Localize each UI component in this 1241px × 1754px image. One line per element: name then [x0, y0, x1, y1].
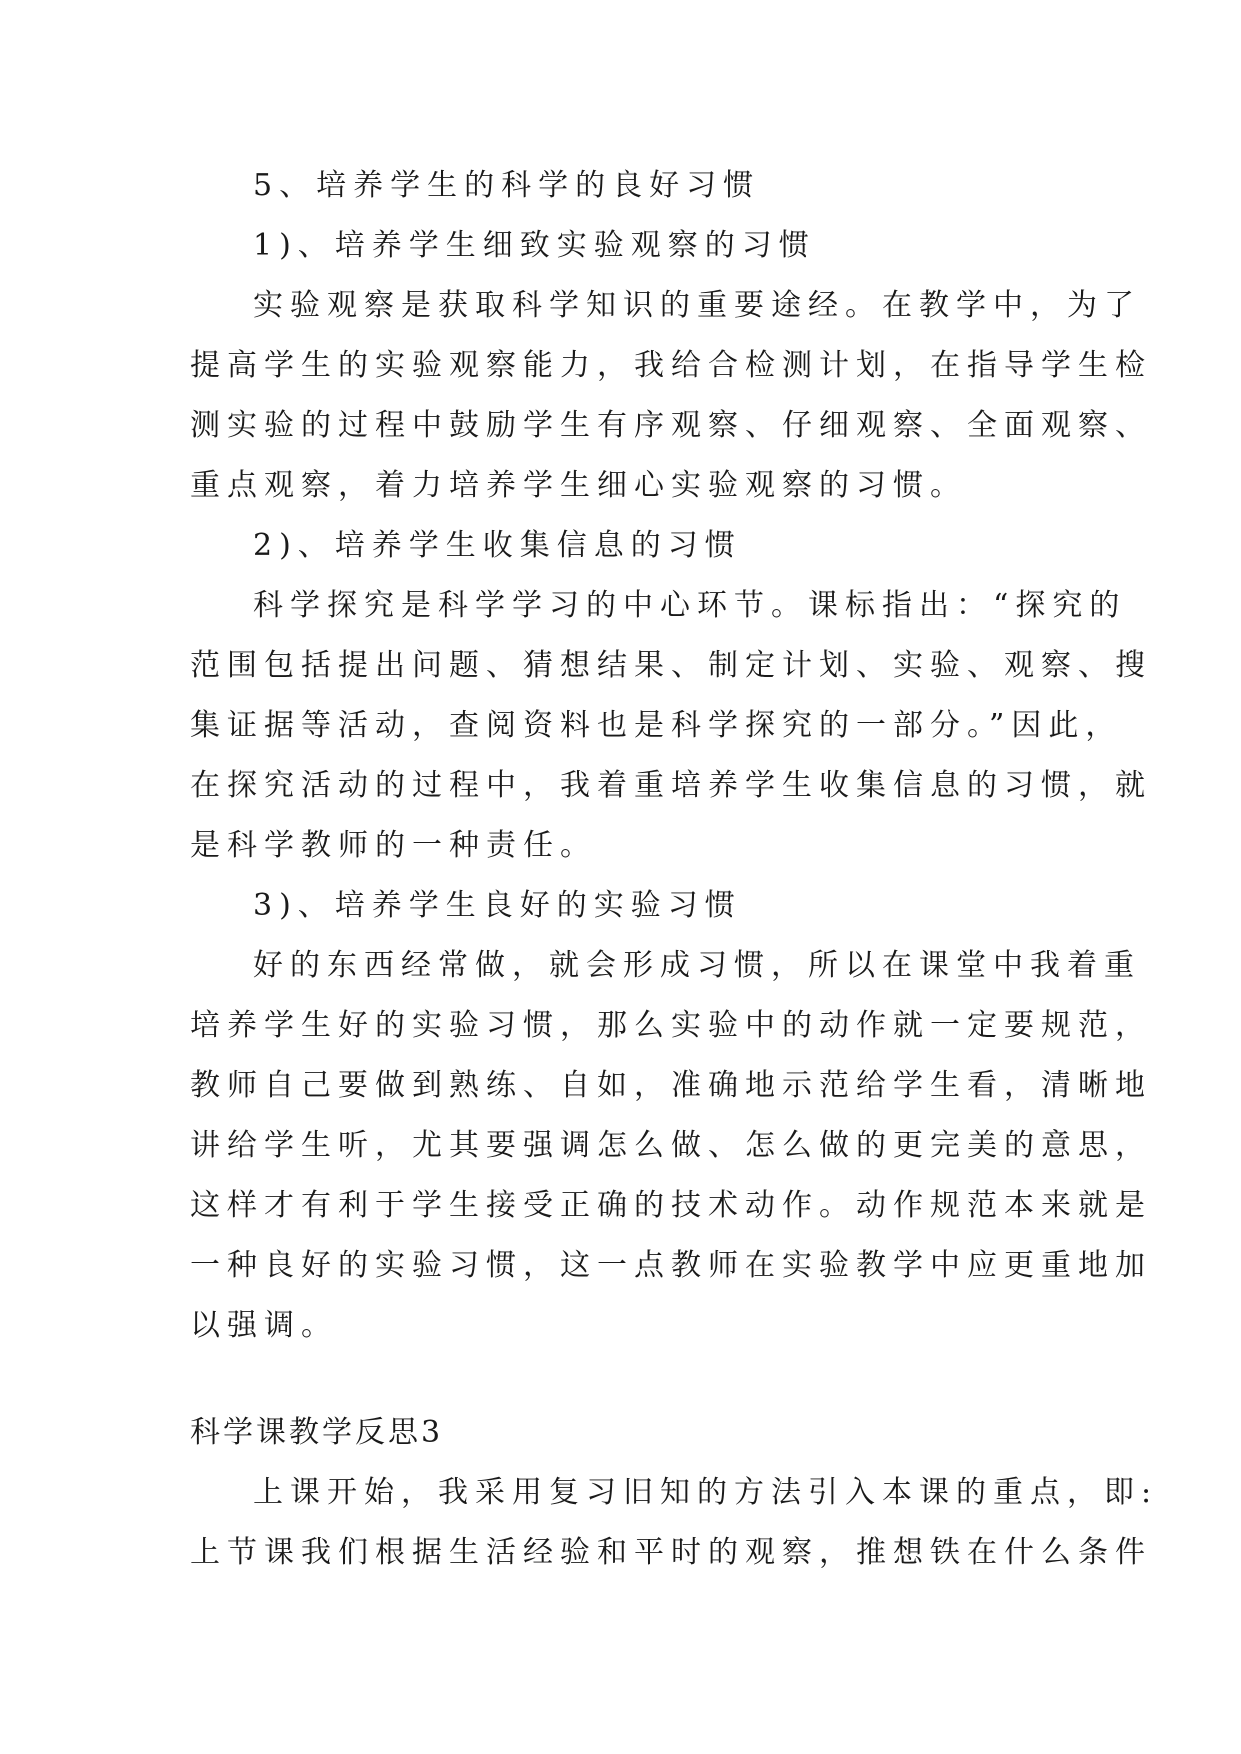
paragraph-line: 范围包括提出问题、猜想结果、制定计划、实验、观察、搜	[190, 648, 1152, 683]
subsection-title-3: 3)、培养学生良好的实验习惯	[253, 888, 742, 923]
paragraph-line: 好的东西经常做，就会形成习惯，所以在课堂中我着重	[253, 948, 1141, 983]
paragraph-line: 教师自己要做到熟练、自如，准确地示范给学生看，清晰地	[190, 1068, 1152, 1103]
paragraph-line: 科学探究是科学学习的中心环节。课标指出：“探究的	[253, 588, 1127, 623]
paragraph-line: 上节课我们根据生活经验和平时的观察，推想铁在什么条件	[190, 1535, 1152, 1570]
paragraph-line: 培养学生好的实验习惯，那么实验中的动作就一定要规范，	[190, 1008, 1152, 1043]
paragraph-line: 集证据等活动，查阅资料也是科学探究的一部分。”因此，	[190, 708, 1123, 743]
paragraph-line: 是科学教师的一种责任。	[190, 828, 597, 863]
paragraph-line: 实验观察是获取科学知识的重要途经。在教学中，为了	[253, 288, 1141, 323]
paragraph-line: 一种良好的实验习惯，这一点教师在实验教学中应更重地加	[190, 1248, 1152, 1283]
paragraph-line: 上课开始，我采用复习旧知的方法引入本课的重点，即:	[253, 1475, 1159, 1510]
paragraph-line: 以强调。	[190, 1308, 338, 1343]
paragraph-line: 测实验的过程中鼓励学生有序观察、仔细观察、全面观察、	[190, 408, 1152, 443]
paragraph-line: 提高学生的实验观察能力，我给合检测计划，在指导学生检	[190, 348, 1152, 383]
paragraph-line: 重点观察，着力培养学生细心实验观察的习惯。	[190, 468, 967, 503]
subsection-title-1: 1)、培养学生细致实验观察的习惯	[253, 228, 816, 263]
paragraph-line: 在探究活动的过程中，我着重培养学生收集信息的习惯，就	[190, 768, 1152, 803]
section-heading: 5、培养学生的科学的良好习惯	[253, 168, 761, 203]
subsection-title-2: 2)、培养学生收集信息的习惯	[253, 528, 742, 563]
section-title: 科学课教学反思3	[190, 1415, 444, 1450]
paragraph-line: 讲给学生听，尤其要强调怎么做、怎么做的更完美的意思，	[190, 1128, 1152, 1163]
paragraph-line: 这样才有利于学生接受正确的技术动作。动作规范本来就是	[190, 1188, 1152, 1223]
